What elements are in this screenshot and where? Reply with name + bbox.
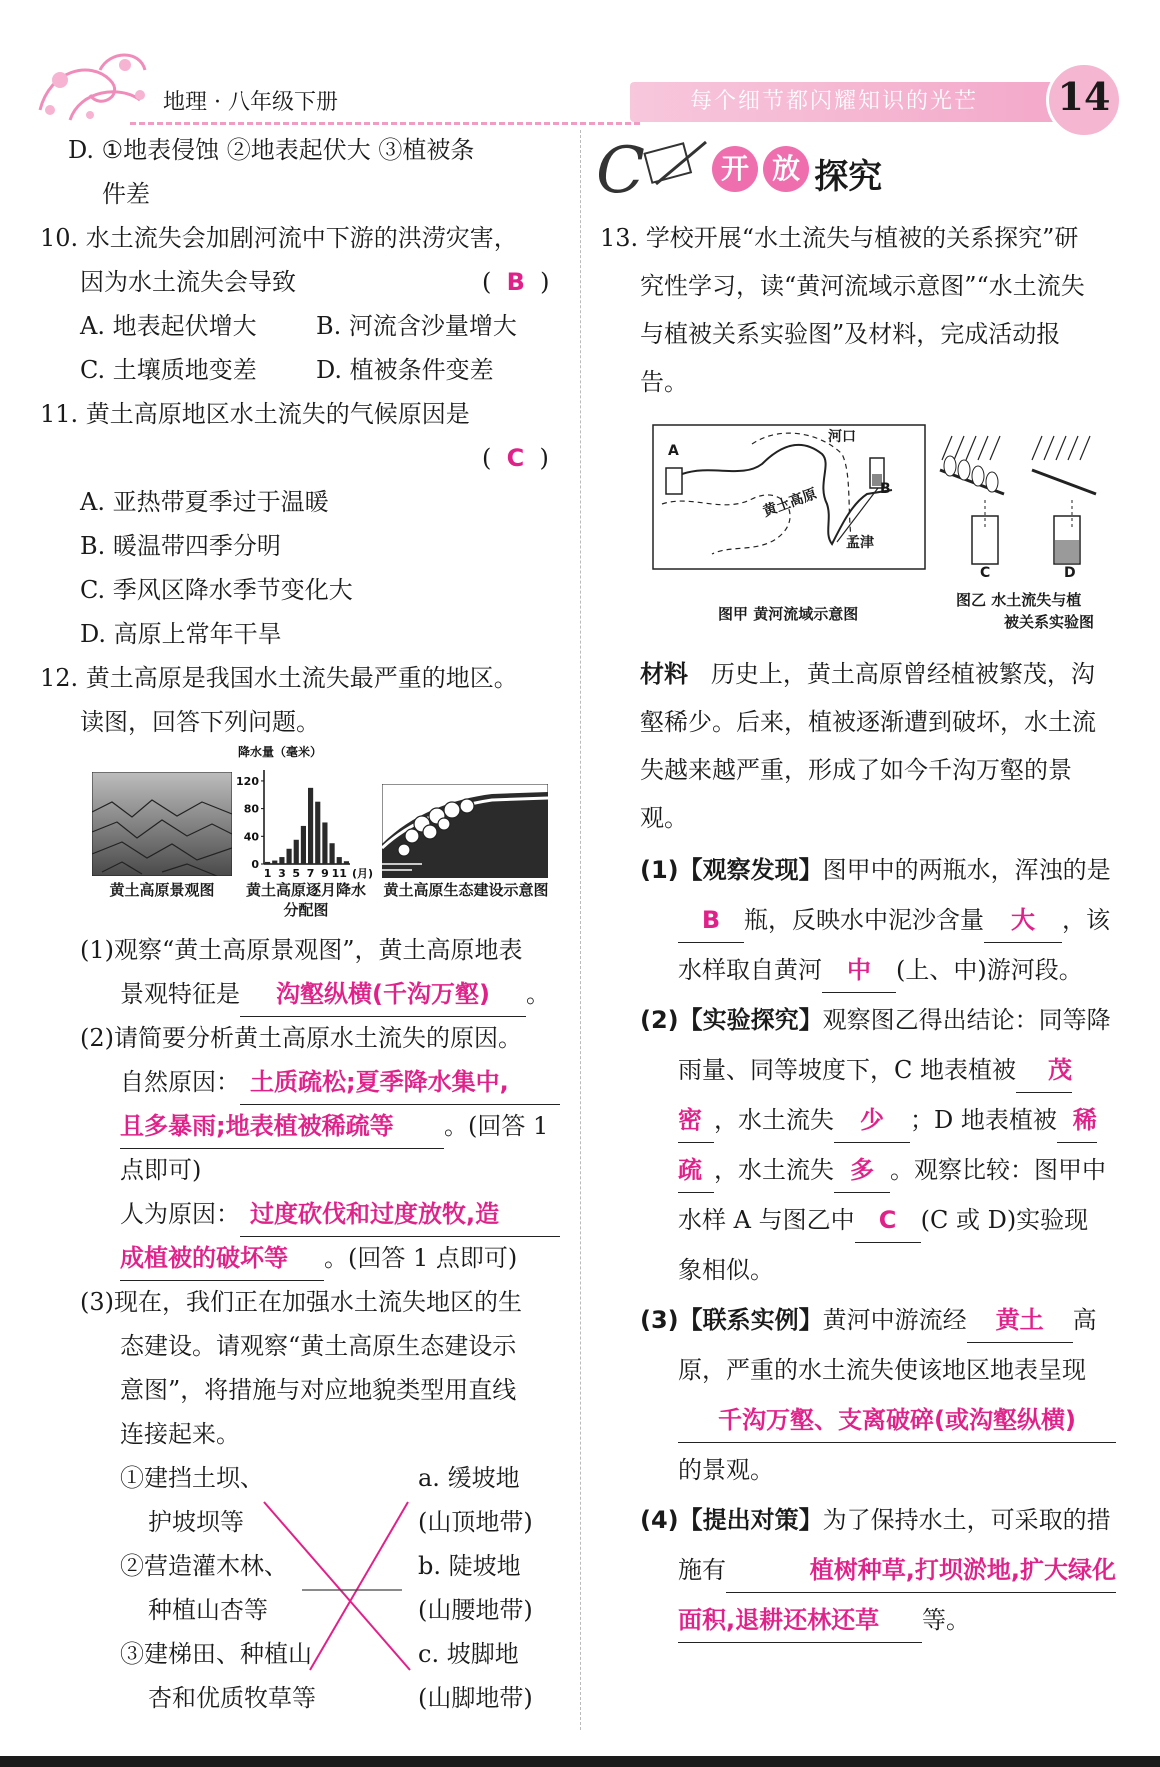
fig1-caption: 黄土高原景观图 [109, 881, 215, 899]
fig2-caption-2: 分配图 [283, 901, 329, 919]
chart-bar [272, 861, 277, 864]
eco-construction-diagram [382, 784, 548, 878]
p4-line1 [640, 1498, 1111, 1542]
q12-sub1-end: 。 [526, 980, 550, 1008]
measure-3b: 杏和优质牧草等 [148, 1684, 316, 1712]
chart-bar [279, 857, 284, 864]
q12-sub2-human-answer-1: 过度砍伐和过度放牧,造 [240, 1192, 560, 1237]
p3-label: (3)【联系实例】 [640, 1306, 823, 1334]
chart-bar [308, 788, 313, 864]
floral-ornament [30, 40, 160, 130]
landform-b: b. 陡坡地 [418, 1552, 521, 1580]
section-title-rest: 探究 [814, 157, 883, 197]
map-label-plateau: 黄土高原 [760, 485, 820, 521]
p3-line4: 的景观。 [678, 1456, 774, 1484]
p3-text-a: 黄河中游流经 [822, 1306, 967, 1334]
p2-answer-2: 少 [834, 1098, 910, 1143]
chart-y-tick-label: 80 [243, 802, 259, 816]
p4-text-b: 施有 [678, 1556, 726, 1584]
p2-answer-3b: 疏 [678, 1148, 714, 1193]
q10-option-b: B. 河流含沙量增大 [316, 312, 517, 340]
q13-stem-line3: 与植被关系实验图”及材料，完成活动报 [640, 320, 1061, 348]
chart-bar [344, 861, 349, 864]
q11-option-d: D. 高原上常年干旱 [80, 620, 282, 648]
measure-2a: ②营造灌木林、 [120, 1552, 288, 1580]
chart-ylabel: 降水量（毫米） [238, 745, 323, 759]
p4-text-c: 等。 [922, 1606, 970, 1634]
loess-landscape-photo [92, 772, 232, 876]
q12-sub1-prefix: 景观特征是 [120, 980, 240, 1008]
q13-stem-line2: 究性学习，读“黄河流域示意图”“水土流失 [640, 272, 1085, 300]
p2-line1 [640, 998, 1111, 1042]
q12-sub3-line2: 态建设。请观察“黄土高原生态建设示 [120, 1332, 517, 1360]
q10-option-d: D. 植被条件变差 [316, 356, 494, 384]
measure-3a: ③建梯田、种植山 [120, 1640, 312, 1668]
fig-jia-caption: 图甲 黄河流域示意图 [718, 605, 859, 623]
p3-answer-2: 千沟万壑、支离破碎(或沟壑纵横) [678, 1398, 1116, 1443]
p2-answer-5: C [855, 1198, 921, 1243]
p1-line1 [640, 848, 1111, 892]
q13-stem-line4: 告。 [640, 368, 688, 396]
q12-sub2-natural-end: 。(回答 1 [444, 1112, 549, 1140]
fig3-caption: 黄土高原生态建设示意图 [383, 881, 549, 899]
p1-text-a: 图甲中的两瓶水，浑浊的是 [822, 856, 1111, 884]
q12-sub2-human-label: 人为原因： [120, 1200, 240, 1228]
p2-line2 [678, 1048, 1072, 1093]
p3-text-b: 高 [1072, 1306, 1097, 1334]
q11-option-c: C. 季风区降水季节变化大 [80, 576, 353, 604]
q12-sub2-natural-label: 自然原因： [120, 1068, 240, 1096]
q10-stem-line1: 10. 水土流失会加剧河流中下游的洪涝灾害， [40, 224, 518, 252]
p3-answer-1: 黄土 [967, 1298, 1073, 1343]
landform-a: a. 缓坡地 [418, 1464, 520, 1492]
q12-sub2-natural-answer-2: 且多暴雨;地表植被稀疏等 [120, 1104, 444, 1149]
p3-line3 [678, 1398, 1116, 1443]
section-title [712, 146, 882, 198]
bottom-bar [0, 1756, 1160, 1767]
p4-line3 [678, 1598, 970, 1643]
material-label: 材料 [640, 660, 688, 688]
q12-sub2-human-answer-2: 成植被的破坏等 [120, 1236, 324, 1281]
p1-text-b: 瓶，反映水中泥沙含量 [744, 906, 984, 934]
q12-sub3-line1: (3)现在，我们正在加强水土流失地区的生 [80, 1288, 522, 1316]
chart-bar [315, 802, 320, 864]
header-slogan: 每个细节都闪耀知识的光芒 [690, 89, 979, 114]
q12-stem-line1: 12. 黄土高原是我国水土流失最严重的地区。 [40, 664, 518, 692]
header-divider [130, 122, 640, 125]
p4-text-a: 为了保持水土，可采取的措 [822, 1506, 1111, 1534]
chart-bar [265, 862, 270, 864]
material-line3: 失越来越严重，形成了如今千沟万壑的景 [640, 756, 1072, 784]
material-line4: 观。 [640, 804, 688, 832]
map-label-a: A [668, 443, 679, 459]
measure-2b: 种植山杏等 [148, 1596, 268, 1624]
q10-option-c: C. 土壤质地变差 [80, 356, 257, 384]
q9-option-d-line1: D. ①地表侵蚀 ②地表起伏大 ③植被条 [68, 136, 475, 164]
p3-line2: 原，严重的水土流失使该地区地表呈现 [678, 1356, 1086, 1384]
p1-answer-2: 大 [984, 898, 1062, 943]
q12-sub2-natural-end2: 点即可) [120, 1156, 202, 1184]
p2-answer-1b: 密 [678, 1098, 714, 1143]
map-label-mengjin: 孟津 [846, 535, 874, 551]
chart-y-tick-label: 120 [236, 774, 259, 788]
q12-sub1-line1: (1)观察“黄土高原景观图”，黄土高原地表 [80, 936, 523, 964]
p1-answer-3: 中 [822, 948, 896, 993]
q10-option-a: A. 地表起伏增大 [80, 312, 257, 340]
chart-x-tick-label: 3 [278, 867, 286, 880]
material-line2: 壑稀少。后来，植被逐渐遭到破坏，水土流 [640, 708, 1096, 736]
header-book-title: 地理 · 八年级下册 [163, 90, 338, 115]
svg-text:C: C [596, 134, 645, 204]
precipitation-chart [236, 744, 376, 884]
chart-x-tick-label: 1 [263, 867, 272, 880]
q10-answer-bracket: ( B ) [482, 268, 550, 296]
p2-text-f: 。观察比较：图甲中 [890, 1156, 1106, 1184]
p2-answer-4: 多 [834, 1148, 890, 1193]
q12-sub3-line4: 连接起来。 [120, 1420, 240, 1448]
chart-xlabel: (月) [352, 867, 374, 880]
section-title-char-2: 放 [763, 146, 809, 192]
p1-line3 [678, 948, 1083, 993]
p2-line5 [678, 1198, 1088, 1243]
chart-x-tick-label: 9 [321, 867, 329, 880]
map-label-hekou: 河口 [828, 429, 856, 445]
q12-sub2-line1: (2)请简要分析黄土高原水土流失的原因。 [80, 1024, 522, 1052]
landform-b-zone: (山腰地带) [418, 1596, 533, 1624]
p2-text-c: ，水土流失 [714, 1106, 834, 1134]
section-title-char-1: 开 [712, 146, 758, 192]
q11-option-b: B. 暖温带四季分明 [80, 532, 281, 560]
chart-y-tick-label: 40 [243, 830, 259, 844]
p4-answer-2: 面积,退耕还林还草 [678, 1598, 922, 1643]
chart-bar [294, 840, 299, 864]
q12-sub2-natural-2 [120, 1104, 548, 1149]
p1-text-c: ，该 [1062, 906, 1110, 934]
section-logo-icon [596, 134, 712, 204]
landform-c: c. 坡脚地 [418, 1640, 519, 1668]
p2-text-a: 观察图乙得出结论：同等降 [822, 1006, 1111, 1034]
p1-label: (1)【观察发现】 [640, 856, 823, 884]
p2-line6: 象相似。 [678, 1256, 774, 1284]
chart-x-tick-label: 7 [306, 867, 315, 880]
chart-bar [337, 857, 342, 864]
landform-c-zone: (山脚地带) [418, 1684, 533, 1712]
p4-answer-1: 植树种草,打坝淤地,扩大绿化 [726, 1548, 1116, 1593]
p2-answer-1a: 茂 [1016, 1048, 1072, 1093]
fig2-caption-1: 黄土高原逐月降水 [245, 881, 366, 899]
p2-text-d: ；D 地表植被 [910, 1106, 1057, 1134]
q10-answer: B [506, 268, 525, 296]
q12-sub2-human-end: 。(回答 1 点即可) [324, 1244, 518, 1272]
p2-answer-3a: 稀 [1057, 1098, 1097, 1143]
q9-option-d-line2: 件差 [102, 180, 150, 208]
p2-label: (2)【实验探究】 [640, 1006, 823, 1034]
q10-stem-line2: 因为水土流失会导致 [80, 268, 296, 296]
p2-line4 [678, 1148, 1106, 1193]
q11-option-a: A. 亚热带夏季过于温暖 [80, 488, 329, 516]
fig-yi-caption-1: 图乙 水土流失与植 [956, 591, 1082, 609]
q13-stem-line1: 13. 学校开展“水土流失与植被的关系探究”研 [600, 224, 1079, 252]
p4-line2 [678, 1548, 1116, 1593]
p1-text-e: (上、中)游河段。 [896, 956, 1083, 984]
measure-1a: ①建挡土坝、 [120, 1464, 264, 1492]
p2-text-b: 雨量、同等坡度下，C 地表植被 [678, 1056, 1016, 1084]
q12-sub3-line3: 意图”，将措施与对应地貌类型用直线 [120, 1376, 517, 1404]
q12-sub2-natural [120, 1060, 560, 1105]
p4-label: (4)【提出对策】 [640, 1506, 823, 1534]
measure-1b: 护坡坝等 [148, 1508, 244, 1536]
q11-stem: 11. 黄土高原地区水土流失的气候原因是 [40, 400, 470, 428]
column-divider [580, 130, 581, 1730]
exp-label-c: C [980, 565, 991, 581]
q12-stem-line2: 读图，回答下列问题。 [80, 708, 320, 736]
chart-bar [301, 826, 306, 864]
q11-answer-bracket: ( C ) [482, 444, 549, 472]
fig-yi-caption-2: 被关系实验图 [1004, 613, 1095, 631]
p1-text-d: 水样取自黄河 [678, 956, 822, 984]
q12-sub2-natural-answer-1: 土质疏松;夏季降水集中, [240, 1060, 560, 1105]
p3-line1 [640, 1298, 1097, 1343]
experiment-diagram [932, 430, 1112, 578]
chart-x-tick-label: 11 [331, 867, 347, 880]
p1-answer-1: B [678, 898, 744, 943]
chart-x-tick-label: 5 [292, 867, 301, 880]
map-label-b: B [880, 481, 891, 497]
material-text-1: 历史上，黄土高原曾经植被繁茂，沟 [710, 660, 1095, 688]
q12-sub2-human [120, 1192, 560, 1237]
p2-line3 [678, 1098, 1097, 1143]
p2-text-e: ，水土流失 [714, 1156, 834, 1184]
q11-answer: C [506, 444, 525, 472]
chart-bar [322, 822, 327, 864]
q12-sub1-answer: 沟壑纵横(千沟万壑) [240, 972, 526, 1017]
q12-sub2-human-2 [120, 1236, 517, 1281]
matching-lines [250, 1480, 420, 1680]
q12-sub1-line2 [120, 972, 550, 1017]
chart-bar [330, 843, 335, 864]
p2-text-g: 水样 A 与图乙中 [678, 1206, 855, 1234]
landform-a-zone: (山顶地带) [418, 1508, 533, 1536]
p2-text-h: (C 或 D)实验现 [920, 1206, 1089, 1234]
page-number: 14 [1057, 74, 1111, 119]
material-line1 [640, 652, 1095, 696]
p1-line2 [678, 898, 1110, 943]
chart-bar [287, 849, 292, 864]
exp-label-d: D [1064, 565, 1076, 581]
chart-y-tick-label: 0 [251, 858, 259, 871]
